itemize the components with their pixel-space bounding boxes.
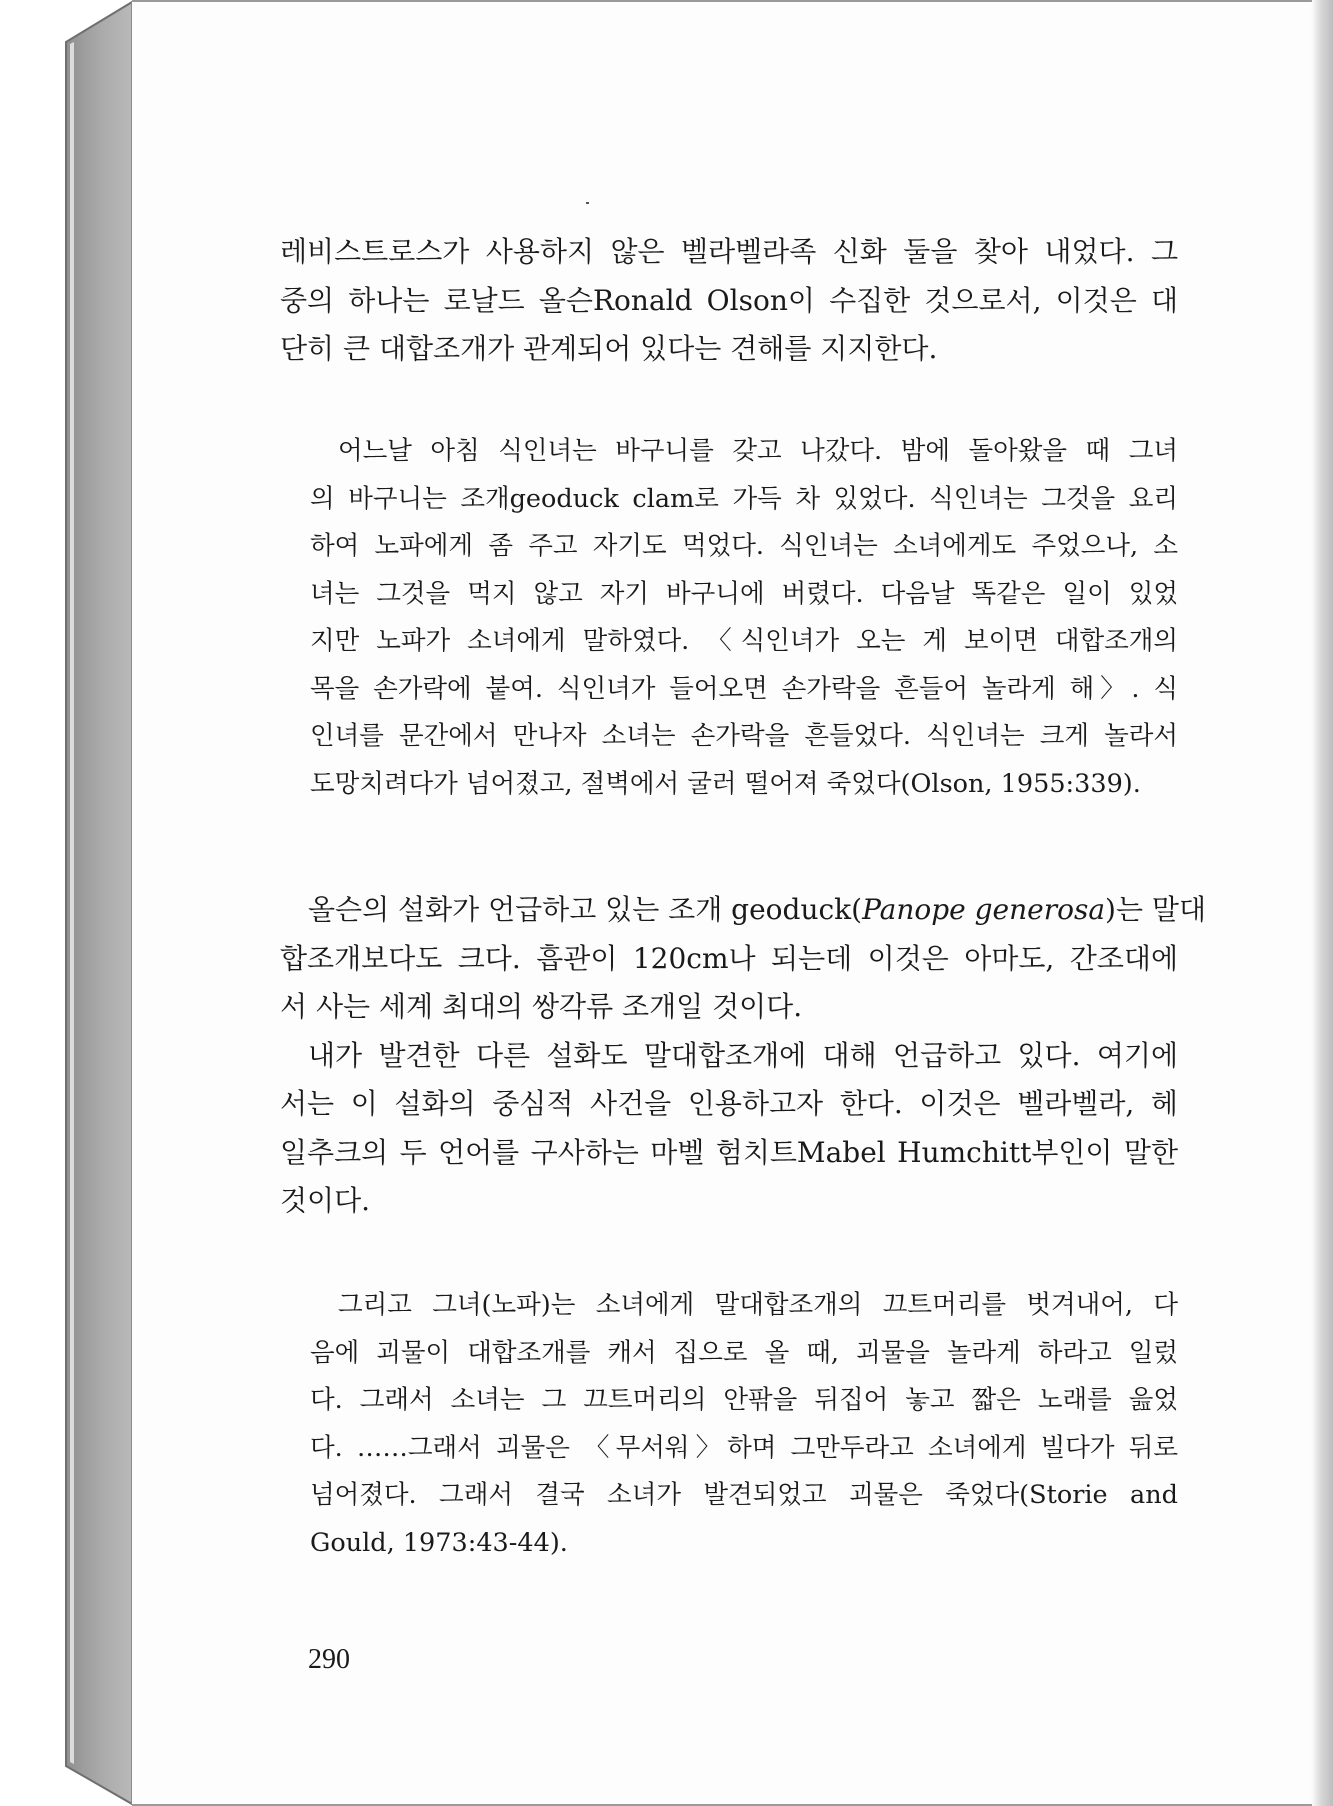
block-quote-1-line: 녀는 그것을 먹지 않고 자기 바구니에 버렸다. 다음날 똑같은 일이 있었 (310, 578, 1178, 609)
page-edge-shadow (1311, 0, 1333, 1806)
scan-speck (586, 202, 589, 204)
paragraph-2-line: 것이다. (280, 1184, 371, 1217)
block-quote-2 (310, 1282, 1178, 1567)
block-quote-1-line: 어느날 아침 식인녀는 바구니를 갖고 나갔다. 밤에 돌아왔을 때 그녀 (338, 436, 1178, 466)
block-quote-1-line: 하여 노파에게 좀 주고 자기도 먹었다. 식인녀는 소녀에게도 주었으나, 소 (310, 531, 1178, 561)
paragraph-1 (280, 228, 1178, 374)
paragraph-2 (280, 886, 1206, 1226)
paragraph-2-line: 합조개보다도 크다. 흡관이 120cm나 되는데 이것은 아마도, 간조대에 (280, 941, 1178, 975)
block-quote-1-line: 목을 손가락에 붙여. 식인녀가 들어오면 손가락을 흔들어 놀라게 해〉. 식 (310, 673, 1178, 704)
block-quote-2-line: Gould, 1973:43-44). (310, 1527, 568, 1558)
block-quote-2-line: 다. 그래서 소녀는 그 끄트머리의 안팎을 뒤집어 놓고 짧은 노래를 읊었 (310, 1385, 1178, 1415)
block-quote-1 (310, 428, 1178, 808)
paragraph-1-line: 중의 하나는 로날드 올슨Ronald Olson이 수집한 것으로서, 이것은 대 (280, 283, 1178, 317)
book-spine-graphic (0, 0, 140, 1806)
book-page (132, 2, 1312, 1804)
paragraph-1-line: 단히 큰 대합조개가 관계되어 있다는 견해를 지지한다. (280, 332, 938, 365)
block-quote-1-line: 도망치려다가 넘어졌고, 절벽에서 굴러 떨어져 죽었다(Olson, 1955:339). (310, 768, 1141, 799)
page-number: 290 (308, 1644, 350, 1675)
block-quote-2-line: 넘어졌다. 그래서 결국 소녀가 발견되었고 괴물은 죽었다(Storie and (310, 1480, 1178, 1510)
block-quote-1-line: 의 바구니는 조개geoduck clam로 가득 차 있었다. 식인녀는 그것을 요리 (310, 483, 1178, 514)
paragraph-2-first-line (280, 886, 1206, 935)
block-quote-2-line: 그리고 그녀(노파)는 소녀에게 말대합조개의 끄트머리를 벗겨내어, 다 (338, 1290, 1178, 1320)
block-quote-1-line: 인녀를 문간에서 만나자 소녀는 손가락을 흔들었다. 식인녀는 크게 놀라서 (310, 721, 1178, 751)
paragraph-2-line: 내가 발견한 다른 설화도 말대합조개에 대해 언급하고 있다. 여기에 (308, 1038, 1178, 1072)
paragraph-1-line: 레비스트로스가 사용하지 않은 벨라벨라족 신화 둘을 찾아 내었다. 그 (280, 235, 1178, 268)
block-quote-1-line: 지만 노파가 소녀에게 말하였다. 〈식인녀가 오는 게 보이면 대합조개의 (310, 626, 1178, 656)
paragraph-2-text: )는 말대 (1105, 893, 1206, 926)
paragraph-2-line: 서는 이 설화의 중심적 사건을 인용하고자 한다. 이것은 벨라벨라, 헤 (280, 1087, 1178, 1120)
paragraph-2-line: 서 사는 세계 최대의 쌍각류 조개일 것이다. (280, 990, 803, 1023)
paragraph-2-text: 올슨의 설화가 언급하고 있는 조개 geoduck( (308, 893, 863, 926)
paragraph-2-line: 일추크의 두 언어를 구사하는 마벨 험치트Mabel Humchitt부인이 말한 (280, 1135, 1178, 1169)
book-spine (0, 0, 140, 1806)
block-quote-2-line: 음에 괴물이 대합조개를 캐서 집으로 올 때, 괴물을 놀라게 하라고 일렀 (310, 1337, 1178, 1368)
species-name: Panope generosa (862, 893, 1106, 926)
block-quote-2-line: 다. ……그래서 괴물은 〈무서워〉하며 그만두라고 소녀에게 빌다가 뒤로 (310, 1432, 1178, 1463)
